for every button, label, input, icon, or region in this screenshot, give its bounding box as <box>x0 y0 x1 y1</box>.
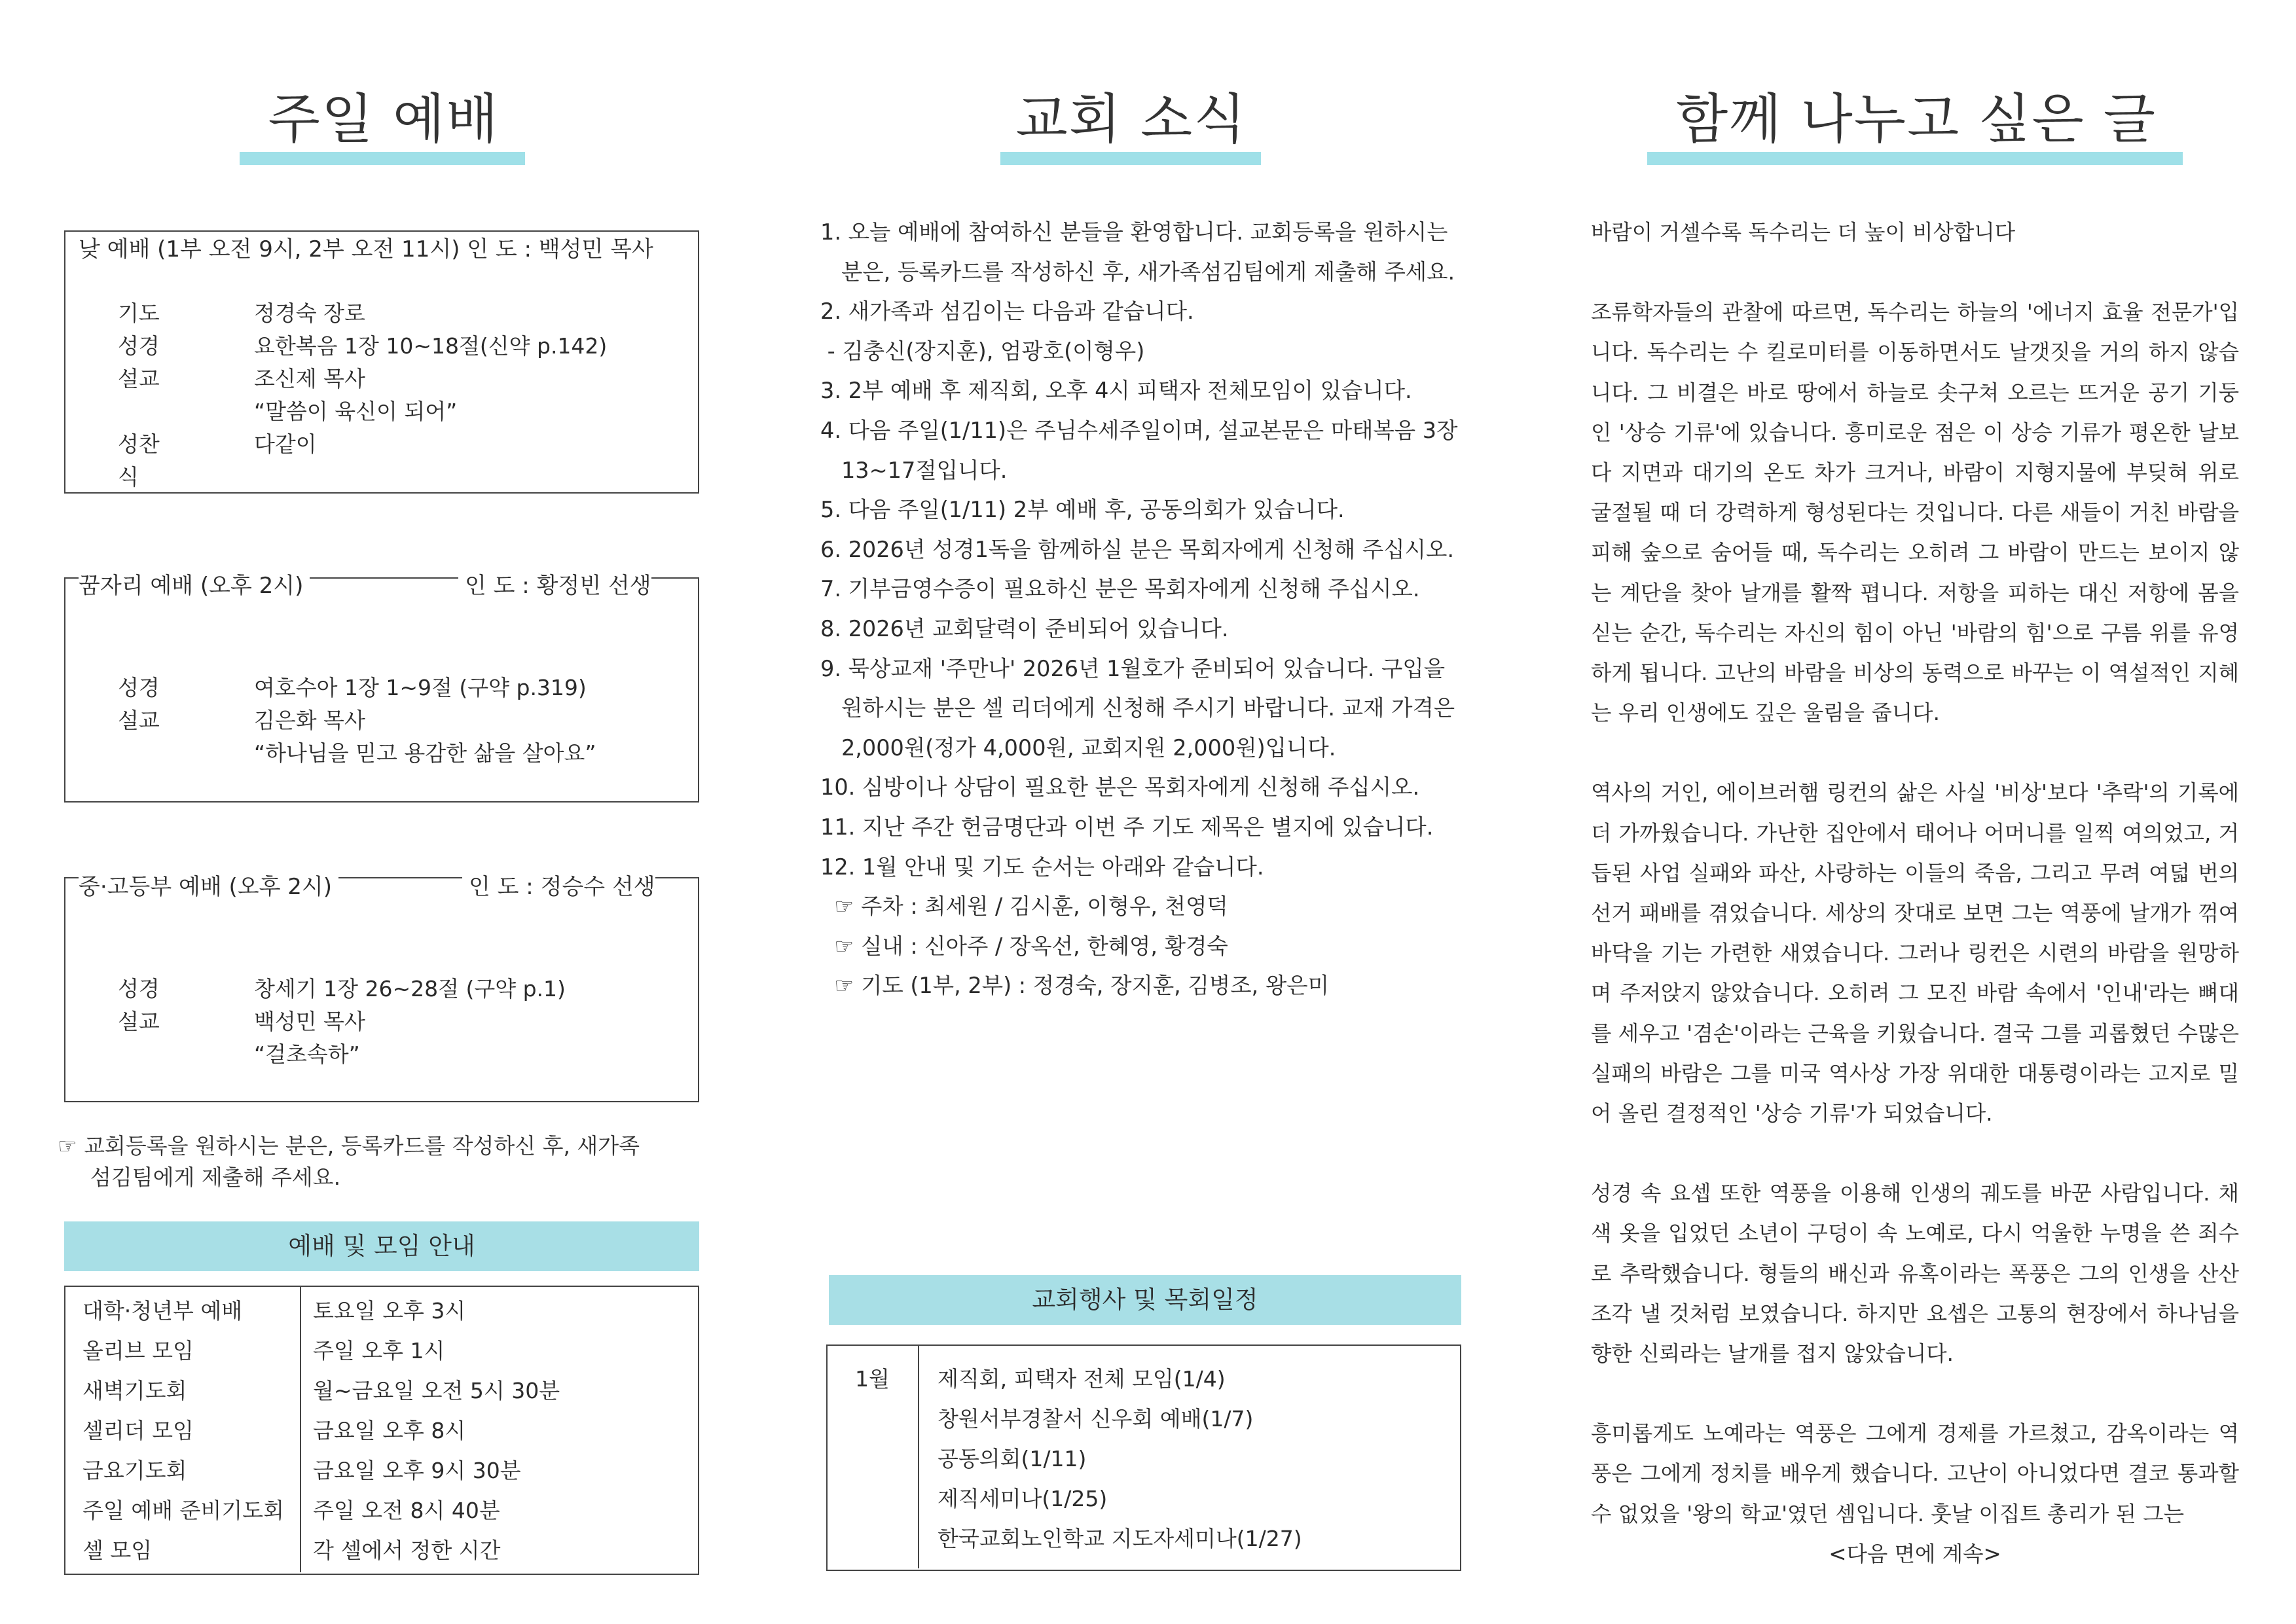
church-news-list <box>820 213 1468 1006</box>
meeting-name: 셀 모임 <box>82 1538 153 1563</box>
news-line: ☞ 기도 (1부, 2부) : 정경숙, 장지훈, 김병조, 왕은미 <box>820 973 1329 999</box>
essay-paragraph-4: 흥미롭게도 노예라는 역풍은 그에게 경제를 가르쳤고, 감옥이라는 역풍은 그에게 정치를 배우게 했습니다. 고난이 아니었다면 결코 통과할 수 없었을 '왕의 학교'였던 셈입니다. 훗날 이집트 총리가 된 그는 <box>1591 1421 2239 1526</box>
meeting-time: 각 셀에서 정한 시간 <box>313 1538 501 1563</box>
news-line: 12. 1월 안내 및 기도 순서는 아래와 같습니다. <box>820 854 1264 880</box>
news-line: 7. 기부금영수증이 필요하신 분은 목회자에게 신청해 주십시오. <box>820 576 1420 602</box>
essay-continue: <다음 면에 계속> <box>1829 1541 2001 1566</box>
meeting-time: 금요일 오후 9시 30분 <box>313 1458 521 1483</box>
meeting-name: 올리브 모임 <box>82 1338 194 1363</box>
news-line: 9. 묵상교재 '주만나' 2026년 1월호가 준비되어 있습니다. 구입을 <box>820 655 1446 681</box>
col1-title: 주일 예배 <box>268 88 500 151</box>
col3-title: 함께 나누고 싶은 글 <box>1676 88 2157 151</box>
event-item: 제직회, 피택자 전체 모임(1/4) <box>938 1366 1226 1392</box>
service1-value-1: 요한복음 1장 10~18절(신약 p.142) <box>254 333 608 359</box>
meeting-time: 주일 오후 1시 <box>313 1338 445 1363</box>
service3-value-0: 창세기 1장 26~28절 (구약 p.1) <box>254 976 566 1001</box>
service1-label-1: 성경 <box>118 333 160 359</box>
news-line: 6. 2026년 성경1독을 함께하실 분은 목회자에게 신청해 주십시오. <box>820 536 1455 562</box>
events-month: 1월 <box>855 1366 890 1392</box>
service3-leader: 인 도 : 정승수 선생 <box>462 873 655 901</box>
news-line: 원하시는 분은 셀 리더에게 신청해 주시기 바랍니다. 교재 가격은 <box>820 695 1455 721</box>
event-item: 한국교회노인학교 지도자세미나(1/27) <box>938 1526 1302 1551</box>
service1-value-2: 조신제 목사 <box>254 366 365 391</box>
meeting-time: 토요일 오후 3시 <box>313 1298 466 1324</box>
meeting-time: 금요일 오후 8시 <box>313 1418 466 1443</box>
service2-value-2: “하나님을 믿고 용감한 삶을 살아요” <box>254 740 596 766</box>
col2-title-underline <box>1000 152 1261 165</box>
events-title: 교회행사 및 목회일정 <box>829 1275 1461 1325</box>
meeting-time: 주일 오전 8시 40분 <box>313 1498 500 1523</box>
event-item: 공동의회(1/11) <box>938 1446 1087 1471</box>
service3-label-1: 설교 <box>118 1009 160 1034</box>
news-line: 13~17절입니다. <box>820 457 1008 483</box>
news-line: 11. 지난 주간 헌금명단과 이번 주 기도 제목은 별지에 있습니다. <box>820 814 1434 840</box>
news-line: - 김충신(장지훈), 엄광호(이형우) <box>820 338 1145 364</box>
service2-value-0: 여호수아 1장 1~9절 (구약 p.319) <box>254 675 587 700</box>
news-line: ☞ 주차 : 최세원 / 김시훈, 이형우, 천영덕 <box>820 893 1228 920</box>
col2-title: 교회 소식 <box>1015 88 1247 151</box>
news-line: 분은, 등록카드를 작성하신 후, 새가족섬김팀에게 제출해 주세요. <box>820 259 1455 285</box>
event-item: 제직세미나(1/25) <box>938 1486 1108 1511</box>
meeting-name: 주일 예배 준비기도회 <box>82 1498 284 1523</box>
service1-label-4: 성찬식 <box>118 431 160 490</box>
news-line: 10. 심방이나 상담이 필요한 분은 목회자에게 신청해 주십시오. <box>820 774 1420 801</box>
service1-value-0: 정경숙 장로 <box>254 300 365 326</box>
meetings-title: 예배 및 모임 안내 <box>64 1221 699 1271</box>
news-line: 3. 2부 예배 후 제직회, 오후 4시 피택자 전체모임이 있습니다. <box>820 378 1412 404</box>
service1-label-0: 기도 <box>118 300 160 326</box>
service2-value-1: 김은화 목사 <box>254 708 365 733</box>
events-divider <box>918 1346 919 1568</box>
service1-value-3: “말씀이 육신이 되어” <box>254 399 458 424</box>
meeting-name: 셀리더 모임 <box>82 1418 194 1443</box>
service2-leader: 인 도 : 황정빈 선생 <box>458 571 651 600</box>
essay-paragraph-3: 성경 속 요셉 또한 역풍을 이용해 인생의 궤도를 바꾼 사람입니다. 채색 옷을 입었던 소년이 구덩이 속 노예로, 다시 억울한 누명을 쓴 죄수로 추락했습니다. 형들의 배신과 유혹이라는 폭풍은 그의 인생을 산산조각 낼 것처럼 보였습니다. 하지만 요셉은 고통의 현장에서 하나님을 향한 신뢰라는 날개를 접지 않았습니다. <box>1591 1181 2239 1367</box>
meeting-time: 월~금요일 오전 5시 30분 <box>313 1378 560 1403</box>
essay-paragraph-1: 조류학자들의 관찰에 따르면, 독수리는 하늘의 '에너지 효율 전문가'입니다. 독수리는 수 킬로미터를 이동하면서도 날갯짓을 거의 하지 않습니다. 그 비결은 바로 땅에서 하늘로 솟구쳐 오르는 뜨거운 공기 기둥인 '상승 기류'에 있습니다. 흥미로운 점은 이 상승 기류가 평온한 날보다 지면과 대기의 온도 차가 크거나, 바람이 지형지물에 부딪혀 위로 굴절될 때 더 강력하게 형성된다는 것입니다. 다른 새들이 거친 바람을 피해 숲으로 숨어들 때, 독수리는 오히려 그 바람이 만드는 보이지 않는 계단을 찾아 날개를 활짝 폅니다. 저항을 피하는 대신 저항에 몸을 싣는 순간, 독수리는 자신의 힘이 아닌 '바람의 힘'으로 구름 위를 유영하게 됩니다. 고난의 바람을 비상의 동력으로 바꾸는 이 역설적인 지혜는 우리 인생에도 깊은 울림을 줍니다. <box>1591 300 2239 726</box>
meeting-name: 금요기도회 <box>82 1458 187 1483</box>
service1-label-2: 설교 <box>118 366 160 391</box>
service1-value-4: 다같이 <box>254 431 317 457</box>
essay-body <box>1591 213 2239 1574</box>
service2-label-0: 성경 <box>118 675 160 700</box>
service2-heading: 꿈자리 예배 (오후 2시) <box>79 571 310 600</box>
service2-label-1: 설교 <box>118 708 160 733</box>
service3-value-1: 백성민 목사 <box>254 1009 365 1034</box>
service3-heading: 중·고등부 예배 (오후 2시) <box>79 873 338 901</box>
meeting-name: 새벽기도회 <box>82 1378 187 1403</box>
service3-label-0: 성경 <box>118 976 160 1001</box>
essay-paragraph-2: 역사의 거인, 에이브러햄 링컨의 삶은 사실 '비상'보다 '추락'의 기록에 더 가까웠습니다. 가난한 집안에서 태어나 어머니를 일찍 여의었고, 거듭된 사업 실패와 파산, 사랑하는 이들의 죽음, 그리고 무려 여덟 번의 선거 패배를 겪었습니다. 세상의 잣대로 보면 그는 역풍에 날개가 꺾여 바닥을 기는 가련한 새였습니다. 그러나 링컨은 시련의 바람을 원망하며 주저앉지 않았습니다. 오히려 그 모진 바람 속에서 '인내'라는 뼈대를 세우고 '겸손'이라는 근육을 키웠습니다. 결국 그를 괴롭혔던 수많은 실패의 바람은 그를 미국 역사상 가장 위대한 대통령이라는 고지로 밀어 올린 결정적인 '상승 기류'가 되었습니다. <box>1591 780 2239 1127</box>
news-line: ☞ 실내 : 신아주 / 장옥선, 한혜영, 황경숙 <box>820 933 1228 959</box>
meeting-name: 대학·청년부 예배 <box>82 1298 243 1324</box>
registration-note-line2: 섬김팀에게 제출해 주세요. <box>90 1164 341 1190</box>
col3-title-underline <box>1647 152 2183 165</box>
news-line: 1. 오늘 예배에 참여하신 분들을 환영합니다. 교회등록을 원하시는 <box>820 219 1448 245</box>
service3-value-2: “걸초속하” <box>254 1041 360 1067</box>
essay-heading: 바람이 거셀수록 독수리는 더 높이 비상합니다 <box>1591 220 2016 245</box>
news-line: 2,000원(정가 4,000원, 교회지원 2,000원)입니다. <box>820 734 1336 761</box>
news-line: 8. 2026년 교회달력이 준비되어 있습니다. <box>820 615 1229 641</box>
meetings-divider <box>300 1287 301 1572</box>
news-line: 5. 다음 주일(1/11) 2부 예배 후, 공동의회가 있습니다. <box>820 497 1345 523</box>
news-line: 2. 새가족과 섬김이는 다음과 같습니다. <box>820 298 1194 325</box>
col1-title-underline <box>240 152 525 165</box>
news-line: 4. 다음 주일(1/11)은 주님수세주일이며, 설교본문은 마태복음 3장 <box>820 417 1458 443</box>
service1-heading: 낮 예배 (1부 오전 9시, 2부 오전 11시) 인 도 : 백성민 목사 <box>79 235 660 264</box>
registration-note-line1: ☞ 교회등록을 원하시는 분은, 등록카드를 작성하신 후, 새가족 <box>58 1133 640 1159</box>
event-item: 창원서부경찰서 신우회 예배(1/7) <box>938 1406 1254 1432</box>
